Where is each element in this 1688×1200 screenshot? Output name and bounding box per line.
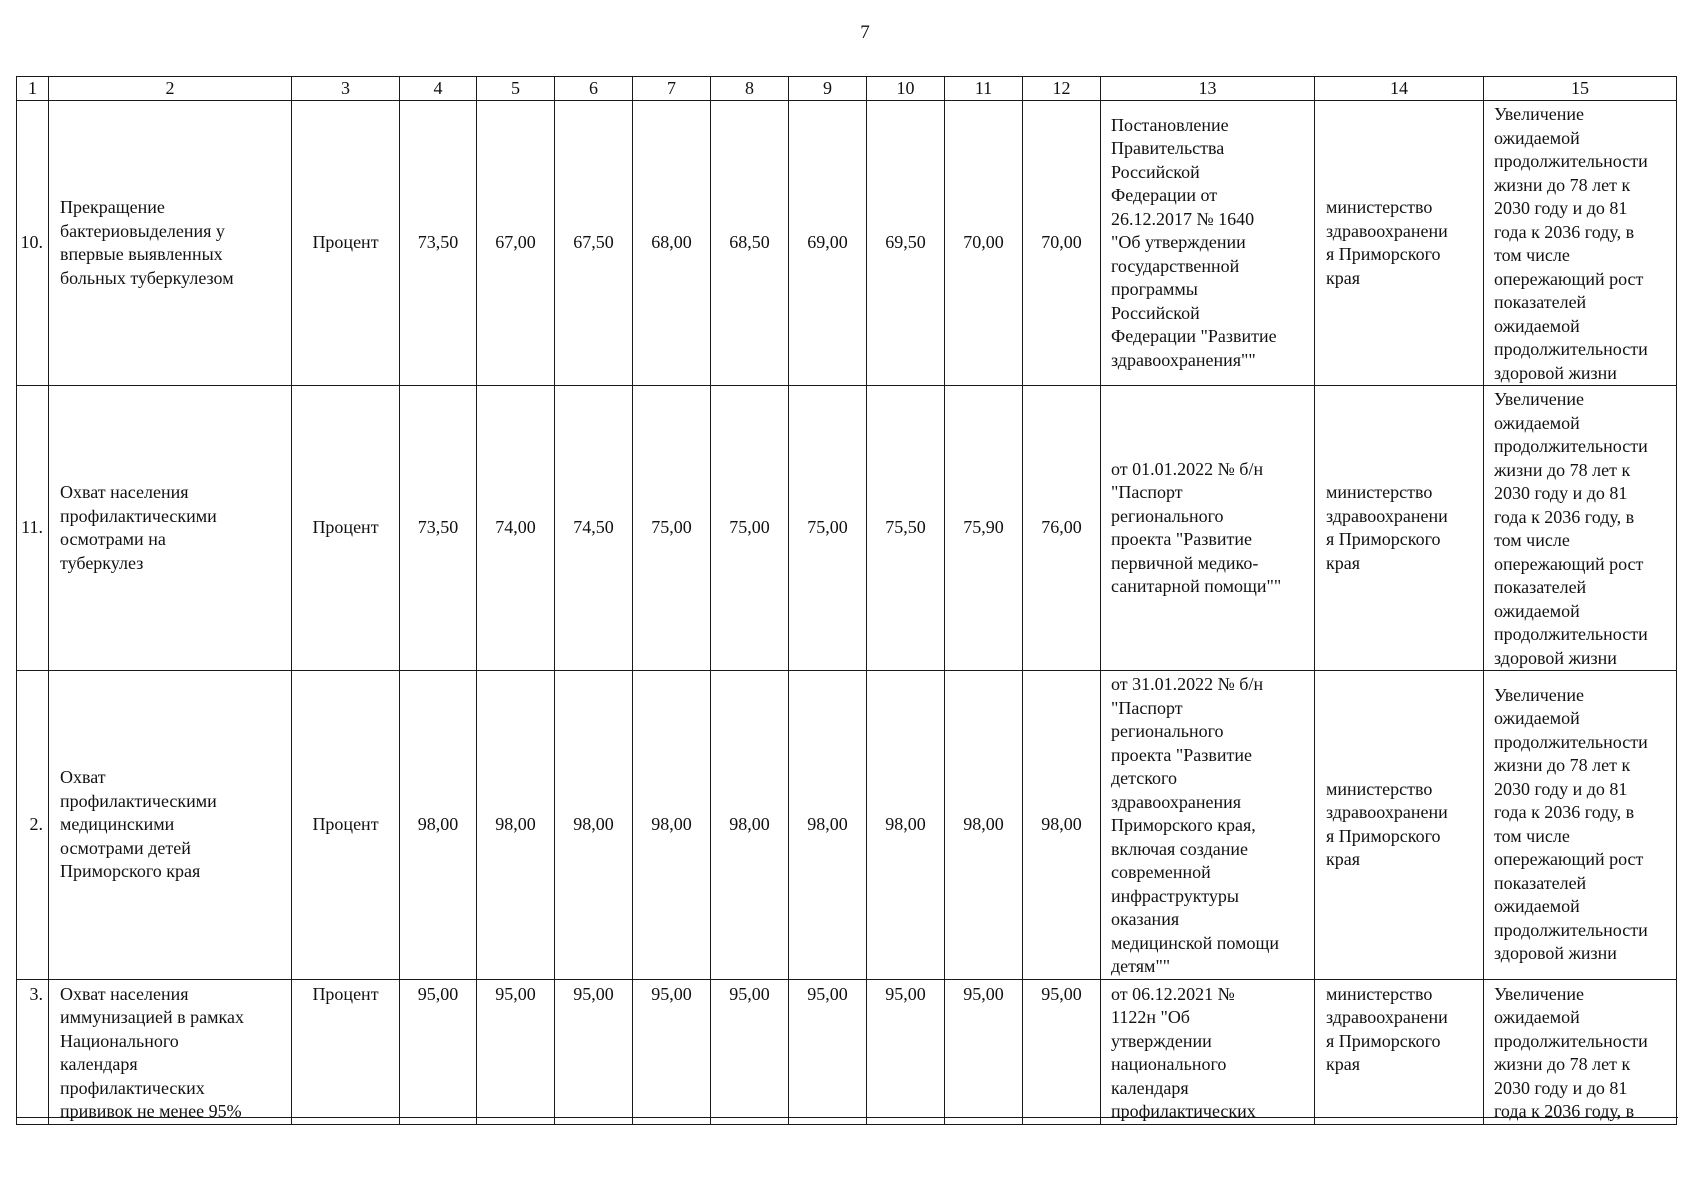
- legal-basis-line: инфраструктуры: [1111, 885, 1239, 906]
- column-number: 13: [1101, 77, 1315, 101]
- column-number: 5: [477, 77, 555, 101]
- expected-effect-line: продолжительности: [1494, 436, 1648, 456]
- responsible-body-line: здравоохранени: [1326, 1007, 1448, 1027]
- expected-effect-line: жизни до 78 лет к: [1494, 1054, 1631, 1074]
- indicator-value: 75,90: [945, 386, 1023, 671]
- page-number: 7: [860, 22, 870, 43]
- expected-effect: [1484, 386, 1677, 671]
- expected-effect-line: жизни до 78 лет к: [1494, 459, 1631, 480]
- responsible-body-line: министерство: [1326, 983, 1433, 1004]
- indicator-value: 75,00: [633, 386, 711, 671]
- indicator-value: 95,00: [400, 979, 477, 1124]
- indicator-value: 95,00: [789, 979, 867, 1124]
- legal-basis-line: от 01.01.2022 № б/н: [1111, 458, 1264, 479]
- legal-basis-line: Правительства: [1111, 138, 1225, 159]
- legal-basis-line: программы: [1111, 279, 1198, 300]
- expected-effect-line: том числе: [1494, 530, 1570, 550]
- indicator-value: 74,50: [555, 386, 633, 671]
- legal-basis-line: профилактических: [1111, 1101, 1256, 1121]
- legal-basis-line: детям"": [1111, 956, 1171, 976]
- column-number: 6: [555, 77, 633, 101]
- responsible-body-line: я Приморского: [1326, 1030, 1441, 1051]
- table-row: [17, 386, 1677, 671]
- indicator-value: 95,00: [867, 979, 945, 1124]
- indicator-name-line: календаря: [60, 1054, 138, 1074]
- indicator-value: 95,00: [945, 979, 1023, 1124]
- expected-effect-line: продолжительности: [1494, 151, 1648, 171]
- expected-effect-line: ожидаемой: [1494, 708, 1580, 729]
- indicator-name-line: иммунизацией в рамках: [60, 1007, 245, 1027]
- indicator-name-line: профилактическими: [60, 790, 217, 811]
- column-number: 15: [1484, 77, 1677, 101]
- indicator-name-line: прививок не менее 95%: [60, 1101, 242, 1121]
- expected-effect-line: опережающий рост: [1494, 553, 1644, 574]
- indicator-name-line: профилактических: [60, 1077, 205, 1098]
- expected-effect: [1484, 979, 1677, 1124]
- legal-basis-line: государственной: [1111, 255, 1240, 276]
- column-number: 8: [711, 77, 789, 101]
- expected-effect-line: ожидаемой: [1494, 127, 1580, 148]
- table-row: [17, 979, 1677, 1124]
- expected-effect-line: том числе: [1494, 825, 1570, 846]
- legal-basis-line: медицинской помощи: [1111, 932, 1279, 953]
- column-number-row: [17, 77, 1677, 101]
- indicator-value: 67,00: [477, 101, 555, 386]
- responsible-body-line: я Приморского: [1326, 529, 1441, 549]
- responsible-body-line: края: [1326, 849, 1361, 870]
- column-number: 14: [1315, 77, 1484, 101]
- indicator-value: 73,50: [400, 101, 477, 386]
- indicator-value: 73,50: [400, 386, 477, 671]
- expected-effect-line: жизни до 78 лет к: [1494, 174, 1631, 195]
- table-bottom-rule: [16, 1117, 1678, 1118]
- indicator-name-line: бактериовыделения у: [60, 220, 225, 241]
- legal-basis-line: "Об утверждении: [1111, 232, 1246, 253]
- column-number: 1: [17, 77, 49, 101]
- legal-basis-line: проекта "Развитие: [1111, 744, 1253, 765]
- indicator-value: 98,00: [633, 671, 711, 980]
- expected-effect-line: продолжительности: [1494, 339, 1648, 359]
- column-number: 7: [633, 77, 711, 101]
- indicator-name-line: Приморского края: [60, 861, 201, 881]
- legal-basis-line: первичной медико-: [1111, 552, 1259, 573]
- expected-effect-line: Увеличение: [1494, 983, 1585, 1004]
- expected-effect-line: Увеличение: [1494, 684, 1585, 705]
- column-number: 12: [1023, 77, 1101, 101]
- legal-basis-line: национального: [1111, 1054, 1227, 1074]
- legal-basis-line: регионального: [1111, 505, 1224, 526]
- indicator-value: 75,00: [711, 386, 789, 671]
- expected-effect-line: ожидаемой: [1494, 1007, 1580, 1027]
- expected-effect-line: ожидаемой: [1494, 896, 1580, 917]
- legal-basis-line: Российской: [1111, 302, 1200, 323]
- legal-basis-line: проекта "Развитие: [1111, 529, 1253, 549]
- indicator-value: 98,00: [477, 671, 555, 980]
- expected-effect-line: здоровой жизни: [1494, 362, 1617, 383]
- expected-effect-line: опережающий рост: [1494, 268, 1644, 289]
- expected-effect-line: здоровой жизни: [1494, 943, 1617, 964]
- indicator-name-line: профилактическими: [60, 505, 217, 526]
- row-number: 11.: [17, 386, 49, 671]
- expected-effect-line: показателей: [1494, 577, 1587, 597]
- expected-effect-line: ожидаемой: [1494, 315, 1580, 336]
- expected-effect-line: Увеличение: [1494, 389, 1585, 409]
- indicator-value: 74,00: [477, 386, 555, 671]
- row-number: 3.: [17, 979, 49, 1124]
- legal-basis-line: санитарной помощи"": [1111, 576, 1282, 596]
- indicator-value: 95,00: [711, 979, 789, 1124]
- row-number: 2.: [17, 671, 49, 980]
- responsible-body-line: края: [1326, 552, 1361, 573]
- expected-effect-line: показателей: [1494, 872, 1587, 893]
- indicator-value: 95,00: [633, 979, 711, 1124]
- expected-effect-line: Увеличение: [1494, 104, 1585, 124]
- responsible-body: [1315, 101, 1484, 386]
- indicator-name-line: Охват: [60, 767, 106, 787]
- expected-effect-line: 2030 году и до 81: [1494, 483, 1628, 503]
- expected-effect-line: года к 2036 году, в: [1494, 802, 1635, 823]
- legal-basis-line: включая создание: [1111, 838, 1248, 859]
- legal-basis-line: календаря: [1111, 1077, 1189, 1098]
- indicator-name-line: Охват населения: [60, 482, 189, 502]
- indicator-value: 98,00: [867, 671, 945, 980]
- expected-effect-line: ожидаемой: [1494, 600, 1580, 621]
- expected-effect-line: 2030 году и до 81: [1494, 778, 1628, 799]
- expected-effect-line: 2030 году и до 81: [1494, 198, 1628, 218]
- legal-basis-line: 26.12.2017 № 1640: [1111, 208, 1255, 229]
- responsible-body-line: края: [1326, 1054, 1361, 1074]
- legal-basis-line: Постановление: [1111, 114, 1229, 135]
- responsible-body-line: здравоохранени: [1326, 220, 1448, 241]
- unit-of-measure: Процент: [292, 101, 400, 386]
- indicator-value: 67,50: [555, 101, 633, 386]
- indicator-value: 76,00: [1023, 386, 1101, 671]
- indicator-name: [49, 386, 292, 671]
- expected-effect-line: продолжительности: [1494, 731, 1648, 752]
- unit-of-measure: Процент: [292, 386, 400, 671]
- indicator-name: [49, 671, 292, 980]
- indicator-value: 75,50: [867, 386, 945, 671]
- expected-effect: [1484, 101, 1677, 386]
- indicator-name-line: впервые выявленных: [60, 244, 223, 264]
- legal-basis-line: здравоохранения: [1111, 791, 1242, 812]
- column-number: 3: [292, 77, 400, 101]
- indicator-value: 69,50: [867, 101, 945, 386]
- expected-effect-line: продолжительности: [1494, 1030, 1648, 1051]
- responsible-body-line: министерство: [1326, 482, 1433, 502]
- indicator-name-line: осмотрами детей: [60, 837, 191, 858]
- expected-effect-line: продолжительности: [1494, 919, 1648, 940]
- expected-effect-line: жизни до 78 лет к: [1494, 755, 1631, 776]
- responsible-body-line: я Приморского: [1326, 244, 1441, 264]
- responsible-body: [1315, 386, 1484, 671]
- indicator-value: 75,00: [789, 386, 867, 671]
- column-number: 4: [400, 77, 477, 101]
- expected-effect: [1484, 671, 1677, 980]
- indicator-name-line: Охват населения: [60, 983, 189, 1004]
- indicator-value: 98,00: [1023, 671, 1101, 980]
- indicator-value: 98,00: [945, 671, 1023, 980]
- legal-basis: [1101, 386, 1315, 671]
- legal-basis-line: Федерации от: [1111, 185, 1218, 206]
- column-number: 9: [789, 77, 867, 101]
- indicator-name-line: осмотрами на: [60, 529, 166, 549]
- legal-basis-line: здравоохранения"": [1111, 349, 1256, 370]
- indicator-value: 98,00: [711, 671, 789, 980]
- expected-effect-line: здоровой жизни: [1494, 647, 1617, 668]
- indicator-name-line: туберкулез: [60, 552, 144, 573]
- legal-basis-line: от 06.12.2021 №: [1111, 983, 1235, 1004]
- legal-basis: [1101, 979, 1315, 1124]
- legal-basis-line: "Паспорт: [1111, 697, 1183, 718]
- expected-effect-line: ожидаемой: [1494, 412, 1580, 433]
- indicator-value: 70,00: [1023, 101, 1101, 386]
- responsible-body: [1315, 671, 1484, 980]
- indicator-value: 95,00: [477, 979, 555, 1124]
- legal-basis-line: от 31.01.2022 № б/н: [1111, 674, 1264, 694]
- expected-effect-line: том числе: [1494, 245, 1570, 265]
- responsible-body-line: министерство: [1326, 197, 1433, 217]
- indicator-name-line: больных туберкулезом: [60, 267, 234, 288]
- unit-of-measure: Процент: [292, 979, 400, 1124]
- legal-basis-line: Федерации "Развитие: [1111, 326, 1277, 347]
- legal-basis: [1101, 101, 1315, 386]
- table-row: [17, 671, 1677, 980]
- legal-basis-line: утверждении: [1111, 1030, 1212, 1051]
- legal-basis-line: оказания: [1111, 909, 1180, 929]
- responsible-body-line: я Приморского: [1326, 825, 1441, 846]
- column-number: 11: [945, 77, 1023, 101]
- column-number: 2: [49, 77, 292, 101]
- indicator-value: 68,50: [711, 101, 789, 386]
- responsible-body-line: края: [1326, 267, 1361, 288]
- legal-basis-line: детского: [1111, 768, 1177, 788]
- expected-effect-line: года к 2036 году, в: [1494, 221, 1635, 242]
- responsible-body-line: здравоохранени: [1326, 802, 1448, 823]
- indicator-value: 70,00: [945, 101, 1023, 386]
- indicator-value: 95,00: [1023, 979, 1101, 1124]
- legal-basis-line: "Паспорт: [1111, 482, 1183, 502]
- legal-basis: [1101, 671, 1315, 980]
- indicator-name-line: Прекращение: [60, 197, 165, 217]
- responsible-body-line: здравоохранени: [1326, 505, 1448, 526]
- legal-basis-line: Российской: [1111, 161, 1200, 182]
- row-number: 10.: [17, 101, 49, 386]
- expected-effect-line: показателей: [1494, 292, 1587, 312]
- unit-of-measure: Процент: [292, 671, 400, 980]
- indicator-name: [49, 101, 292, 386]
- legal-basis-line: регионального: [1111, 721, 1224, 741]
- expected-effect-line: года к 2036 году, в: [1494, 506, 1635, 527]
- indicator-name-line: Национального: [60, 1030, 179, 1051]
- indicator-name-line: медицинскими: [60, 814, 175, 834]
- indicator-value: 68,00: [633, 101, 711, 386]
- expected-effect-line: года к 2036 году, в: [1494, 1101, 1635, 1121]
- legal-basis-line: современной: [1111, 862, 1211, 882]
- indicator-value: 98,00: [789, 671, 867, 980]
- indicator-value: 69,00: [789, 101, 867, 386]
- expected-effect-line: продолжительности: [1494, 624, 1648, 644]
- indicator-value: 98,00: [400, 671, 477, 980]
- indicator-value: 95,00: [555, 979, 633, 1124]
- legal-basis-line: 1122н "Об: [1111, 1007, 1190, 1027]
- responsible-body-line: министерство: [1326, 778, 1433, 799]
- indicators-table: [16, 76, 1677, 1125]
- expected-effect-line: опережающий рост: [1494, 849, 1644, 870]
- legal-basis-line: Приморского края,: [1111, 815, 1256, 835]
- responsible-body: [1315, 979, 1484, 1124]
- table-row: [17, 101, 1677, 386]
- indicator-value: 98,00: [555, 671, 633, 980]
- indicator-name: [49, 979, 292, 1124]
- expected-effect-line: 2030 году и до 81: [1494, 1077, 1628, 1098]
- column-number: 10: [867, 77, 945, 101]
